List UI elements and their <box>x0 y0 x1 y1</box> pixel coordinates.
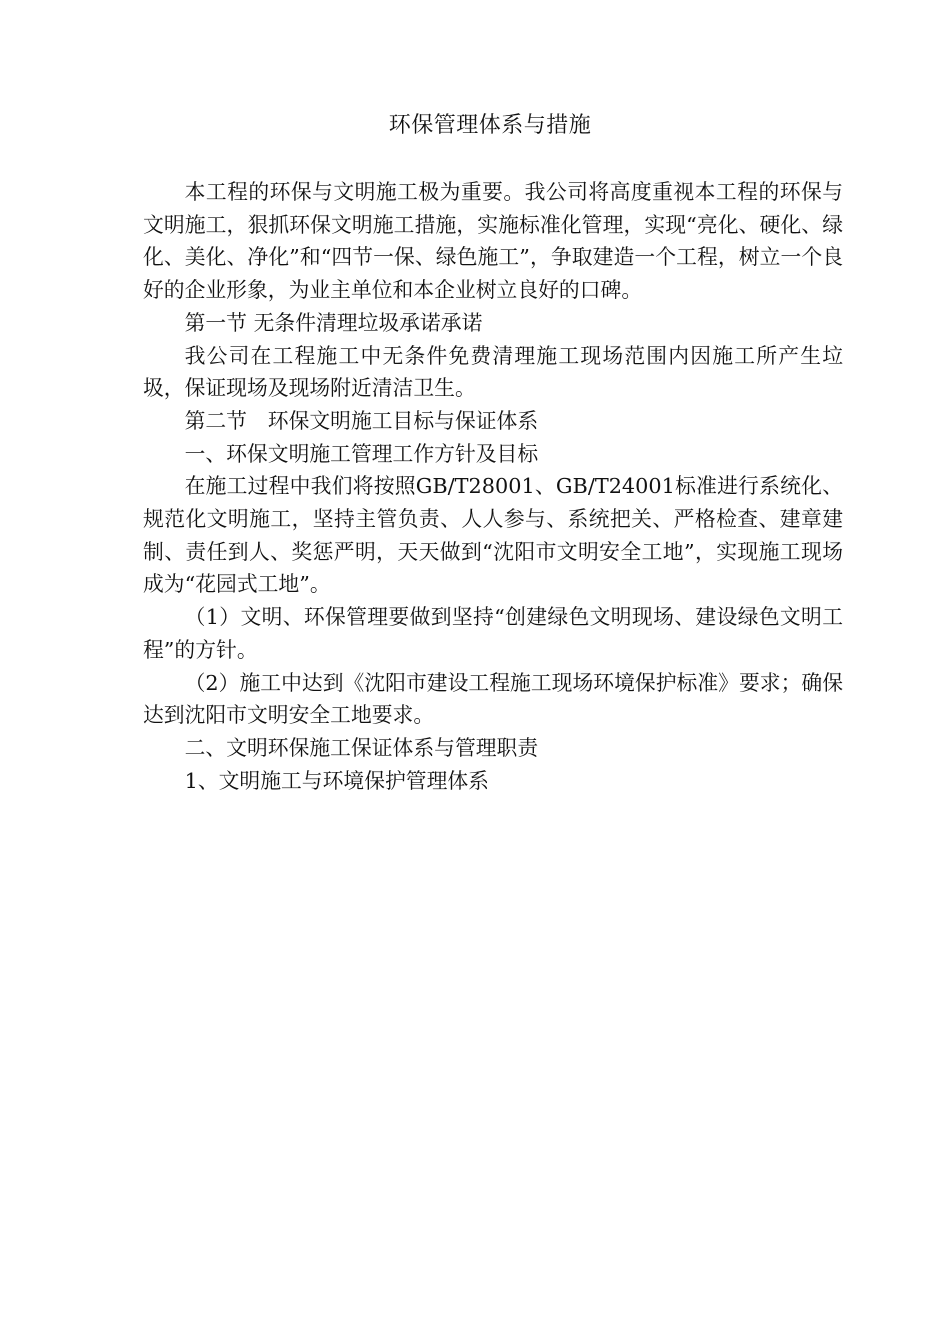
paragraph-intro: 本工程的环保与文明施工极为重要。我公司将高度重视本工程的环保与文明施工，狠抓环保文明施工措施，实施标准化管理，实现“亮化、硬化、绿化、美化、净化”和“四节一保、绿色施工”，争取建造一个工程，树立一个良好的企业形象，为业主单位和本企业树立良好的口碑。 <box>143 180 843 303</box>
paragraph-standards: 在施工过程中我们将按照GB/T28001、GB/T24001标准进行系统化、规范化文明施工，坚持主管负责、人人参与、系统把关、严格检查、建章建制、责任到人、奖惩严明，天天做到“沈阳市文明安全工地”，实现施工现场成为“花园式工地”。 <box>143 474 843 597</box>
section-heading-1: 第一节 无条件清理垃圾承诺承诺 <box>184 310 483 335</box>
list-item-1: （1）文明、环保管理要做到坚持“创建绿色文明现场、建设绿色文明工程”的方针。 <box>143 605 843 662</box>
subsection-heading-2: 二、文明环保施工保证体系与管理职责 <box>184 735 539 760</box>
section-heading-2: 第二节 环保文明施工目标与保证体系 <box>184 408 539 433</box>
paragraph-garbage-commitment: 我公司在工程施工中无条件免费清理施工现场范围内因施工所产生垃圾，保证现场及现场附近清洁卫生。 <box>143 343 843 401</box>
document-body <box>143 176 843 797</box>
subsection-heading-1: 一、环保文明施工管理工作方针及目标 <box>184 441 539 466</box>
document-title: 环保管理体系与措施 <box>388 113 592 138</box>
subsection-heading-3: 1、文明施工与环境保护管理体系 <box>184 768 489 793</box>
list-item-2: （2）施工中达到《沈阳市建设工程施工现场环境保护标准》要求；确保达到沈阳市文明安全工地要求。 <box>143 670 843 728</box>
